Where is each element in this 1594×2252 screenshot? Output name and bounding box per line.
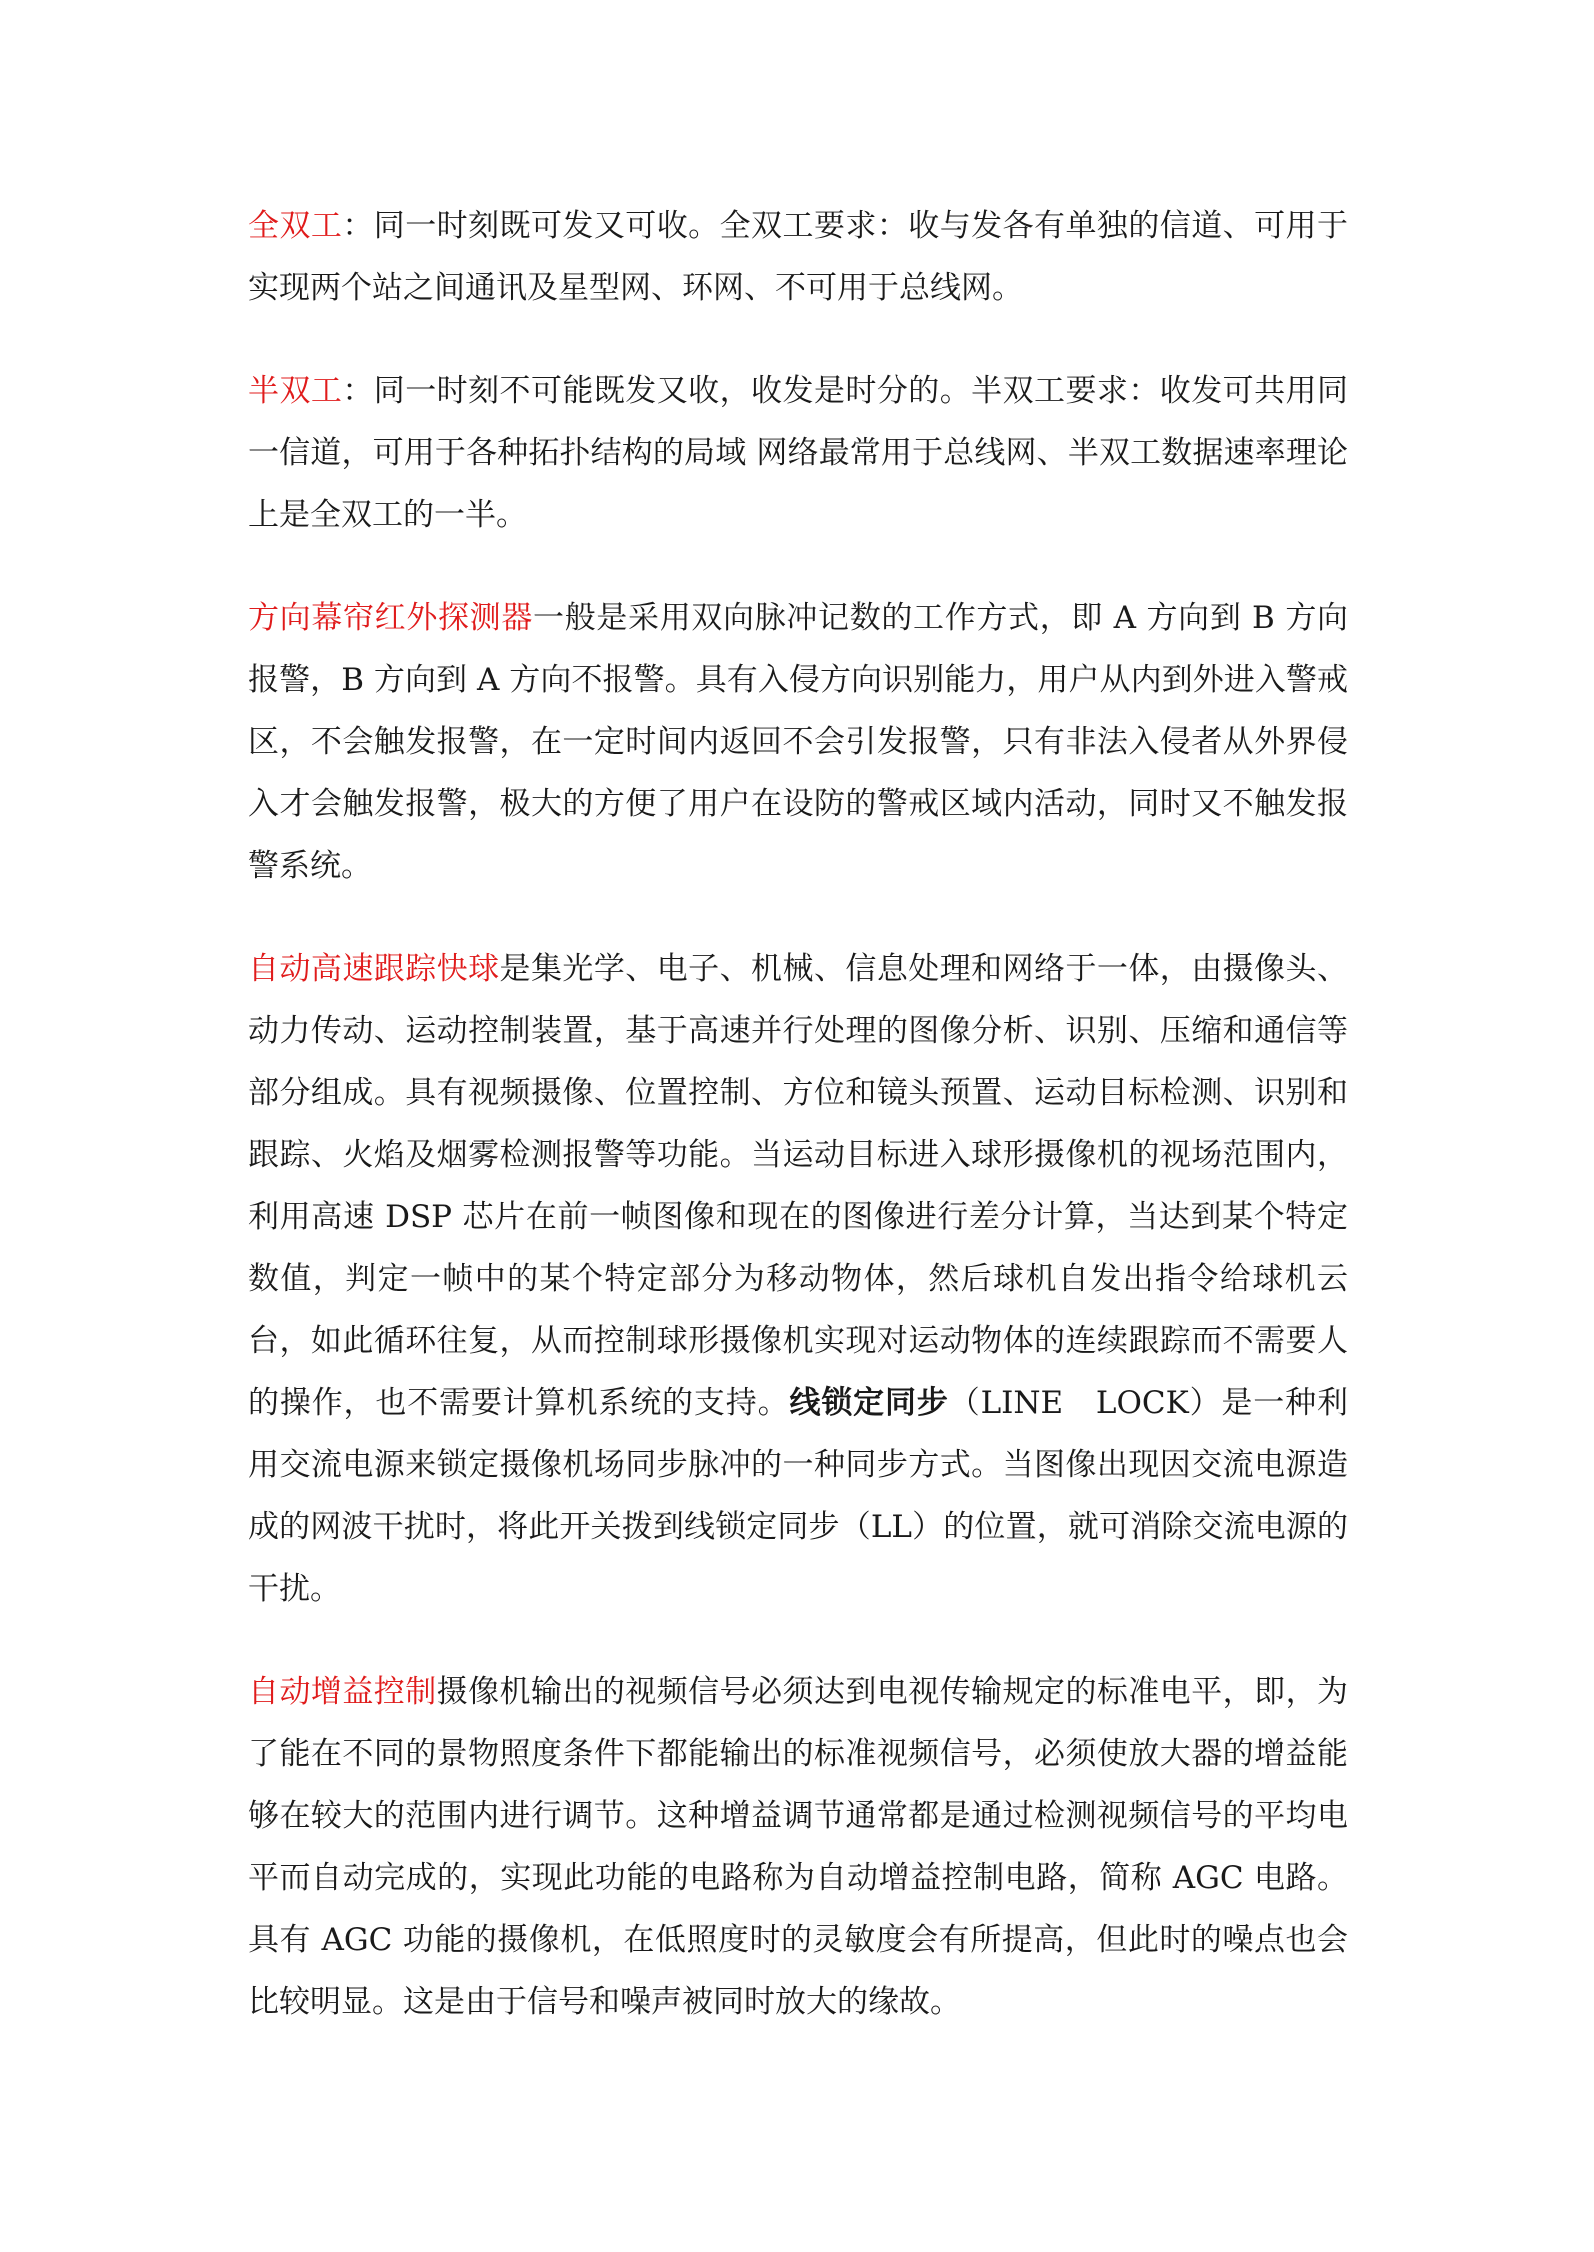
- paragraph-text-2: （LINE LOCK）是一种利用交流电源来锁定摄像机场同步脉冲的一种同步方式。当图像出现因交流电源造成的网波干扰时，将此开关拨到线锁定同步（LL）的位置，就可消除交流电源的干扰。: [248, 1385, 1349, 1607]
- term-curtain-infrared-detector: 方向幕帘红外探测器: [248, 600, 534, 636]
- paragraph-curtain-infrared: [248, 587, 1348, 897]
- paragraph-agc: [248, 1661, 1348, 2033]
- term-line-lock: 线锁定同步: [789, 1385, 949, 1421]
- paragraph-half-duplex: [248, 360, 1348, 546]
- paragraph-text: 一般是采用双向脉冲记数的工作方式，即 A 方向到 B 方向报警，B 方向到 A 方向不报警。具有入侵方向识别能力，用户从内到外进入警戒区，不会触发报警，在一定时间内返回不会引发报警，只有非法入侵者从外界侵入才会触发报警，极大的方便了用户在设防的警戒区域内活动，同时又不触发报警系统。: [248, 600, 1349, 884]
- paragraph-full-duplex: [248, 195, 1348, 319]
- paragraph-text: ：同一时刻既可发又可收。全双工要求：收与发各有单独的信道、可用于实现两个站之间通讯及星型网、环网、不可用于总线网。: [248, 208, 1349, 306]
- paragraph-text: ：同一时刻不可能既发又收，收发是时分的。半双工要求：收发可共用同一信道，可用于各种拓扑结构的局域 网络最常用于总线网、半双工数据速率理论上是全双工的一半。: [248, 373, 1349, 533]
- paragraph-text: 摄像机输出的视频信号必须达到电视传输规定的标准电平，即，为了能在不同的景物照度条件下都能输出的标准视频信号，必须使放大器的增益能够在较大的范围内进行调节。这种增益调节通常都是通过检测视频信号的平均电平而自动完成的，实现此功能的电路称为自动增益控制电路，简称 AGC 电路。具有 AGC 功能的摄像机，在低照度时的灵敏度会有所提高，但此时的噪点也会比较明显。这是由于信号和噪声被同时放大的缘故。: [248, 1674, 1349, 2020]
- term-half-duplex: 半双工: [248, 373, 343, 409]
- term-auto-gain-control: 自动增益控制: [248, 1674, 437, 1710]
- term-full-duplex: 全双工: [248, 208, 343, 244]
- paragraph-speed-dome: [248, 938, 1348, 1620]
- document-body: [248, 195, 1348, 2074]
- term-auto-tracking-speed-dome: 自动高速跟踪快球: [248, 951, 500, 987]
- paragraph-text: 是集光学、电子、机械、信息处理和网络于一体，由摄像头、动力传动、运动控制装置，基于高速并行处理的图像分析、识别、压缩和通信等部分组成。具有视频摄像、位置控制、方位和镜头预置、运动目标检测、识别和跟踪、火焰及烟雾检测报警等功能。当运动目标进入球形摄像机的视场范围内，利用高速 DSP 芯片在前一帧图像和现在的图像进行差分计算，当达到某个特定数值，判定一帧中的某个特定部分为移动物体，然后球机自发出指令给球机云台，如此循环往复，从而控制球形摄像机实现对运动物体的连续跟踪而不需要人的操作，也不需要计算机系统的支持。: [248, 951, 1348, 1421]
